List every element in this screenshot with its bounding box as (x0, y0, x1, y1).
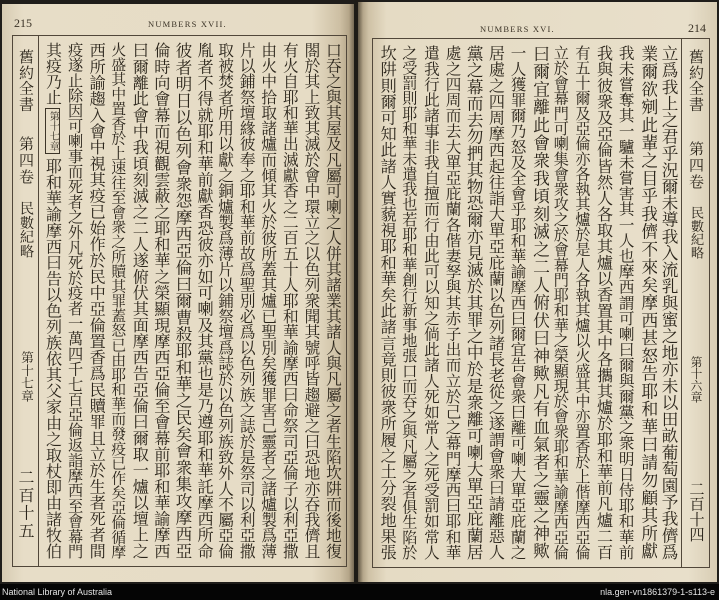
column-text: 我與彼衆及亞倫皆然人各取其爐以香置其中各攜其爐於耶和華前凡爐二百 (594, 45, 614, 560)
text-column (376, 39, 398, 567)
column-text: 黨之幕而去勿捫其物恐爾亦見滅於其罪之中於是衆離可喇大單亞庇蘭居 (464, 45, 484, 560)
column-text: 立於會幕門可喇集會衆攻之於會幕門耶和華之榮顯現於會衆耶和華諭摩西亞倫 (551, 45, 570, 560)
text-columns (40, 36, 346, 566)
column-text: 業爾欲剜此輩之目乎我儕不來矣摩西甚怒告耶和華曰請勿顧其所獻 (637, 45, 658, 560)
right-page (358, 2, 717, 582)
text-column (150, 36, 172, 566)
column-text: 處之四周而去大單亞庇蘭各偕妻孥與其赤子出而立於己之幕門摩西曰耶和華 (443, 45, 462, 560)
column-text: 疫遂止除因可喇事而死者之外凡死於疫者一萬四千七百亞倫返詣摩西至會幕門 (66, 42, 85, 559)
text-column (63, 36, 85, 566)
text-column (107, 36, 129, 566)
running-header: NUMBERS XVI. (480, 24, 555, 34)
text-column (657, 39, 679, 567)
text-column (614, 39, 636, 567)
column-text: 西所諭趨入會中視其疫已始作於民中亞倫置香爲民贖罪且立於生者死者間 (86, 42, 106, 559)
column-text: 一人獲罪爾乃怒及全會乎耶和華諭摩西曰爾宜告會衆曰離可喇大單亞庇蘭之 (508, 45, 527, 560)
column-text: 彼者明日以色列會衆怨摩西亞倫曰爾曹殺耶和華之民矣會衆集攻摩西亞 (172, 42, 192, 559)
column-text: 遣我行此諸事非我自擅而行由此可以知之倘此諸人死如常人之死受罰如常人 (421, 45, 440, 560)
text-column (236, 36, 258, 566)
column-text: 曰爾離此會中我頃刻滅之二人遂俯伏其面摩西告亞倫曰爾取一爐以壇上之 (129, 42, 149, 559)
text-column (193, 36, 215, 566)
running-header: NUMBERS XVII. (148, 19, 227, 29)
text-column (441, 39, 463, 567)
column-text: 其疫乃止 (43, 42, 63, 105)
page-number: 215 (14, 16, 32, 30)
margin-volume: 第四卷 (687, 141, 705, 190)
text-column (463, 39, 485, 567)
text-column (85, 36, 107, 566)
margin-column (681, 39, 709, 567)
text-column (279, 36, 301, 566)
margin-page-number: 二百十五 (16, 469, 35, 540)
text-column (322, 36, 344, 566)
text-column (528, 39, 550, 567)
text-column (592, 39, 614, 567)
column-text: 曰爾宜離此會衆我頃刻滅之二人俯伏曰神歟凡有血氣者之靈之神歟 (529, 45, 550, 560)
margin-column (13, 36, 39, 566)
column-text: 片以鋪祭壇緣彼奉之耶和華前故爲聖別必爲以色列族之誌於是祭司以利亞撒 (237, 42, 257, 559)
text-column (549, 39, 571, 567)
column-text: 取被焚者所用以獻之銅爐製爲薄片以鋪祭壇爲誌於以色列族致外人不屬亞倫 (216, 42, 236, 559)
text-column (128, 36, 150, 566)
text-frame (12, 35, 347, 567)
text-column (171, 36, 193, 566)
column-text: 之受罰則耶和華未遣我也若耶和華創行新事地張口而吞之與凡屬之者俱生陷於 (400, 45, 419, 560)
left-page (2, 4, 354, 582)
text-column (636, 39, 658, 567)
margin-book-name: 民數紀略 (688, 206, 703, 259)
column-text: 口吞之與其屋及凡屬可喇之人併其諸業其諸人與凡屬之者生陷坎阱而後地復 (324, 42, 343, 559)
text-column (258, 36, 280, 566)
text-column (506, 39, 528, 567)
text-columns (374, 39, 681, 567)
text-frame (372, 38, 710, 568)
column-text: 居處之四周摩西起往詣大單亞庇蘭以色列諸長老從之遂謂會衆曰請離惡人 (485, 45, 505, 560)
text-column (398, 39, 420, 567)
margin-page-number: 二百十四 (687, 481, 705, 542)
text-column (42, 36, 64, 566)
margin-volume: 第四卷 (17, 136, 35, 185)
column-text: 由火中拾取諸爐而傾其火於彼所蓋其爐已聖別矣獲罪害己靈者之諸爐製爲薄 (259, 42, 279, 559)
text-column (419, 39, 441, 567)
column-text: 胤者不得就耶和華前獻香恐彼亦如可喇及其黨也是乃遵耶和華託摩西所命 (194, 42, 214, 559)
text-column (484, 39, 506, 567)
page-number: 214 (688, 21, 706, 35)
column-text: 立爲我上之君乎況爾未導我入流乳與蜜之地亦未以田畝葡萄園予我儕爲 (659, 45, 678, 560)
chapter-marker-box: 第十七章 (45, 108, 60, 154)
column-text: 有火自耶和華出滅獻香之二百五十人耶和華諭摩西曰命祭司亞倫子以利亞撒 (280, 42, 300, 559)
footer-bar (0, 584, 719, 600)
record-identifier: nla.gen-vn1861379-1-s113-e (600, 587, 715, 597)
column-text: 坎阱則爾可知此諸人實藐視耶和華矣此諸言竟則彼衆所履之土分裂地果張 (377, 45, 397, 560)
column-text: 耶和華諭摩西曰告以色列族依其父家由之取杖即由諸牧伯 (43, 158, 63, 559)
margin-book-title: 舊約全書 (17, 49, 35, 112)
text-column (215, 36, 237, 566)
margin-chapter: 第十七章 (18, 351, 33, 402)
column-text: 閤於其上致其滅於會中環立之以色列衆聞其號呼皆趨避之曰恐地亦吞我儕且 (302, 42, 322, 559)
margin-book-name: 民數紀略 (18, 201, 34, 258)
library-credit: National Library of Australia (2, 587, 113, 597)
margin-book-title: 舊約全書 (687, 49, 705, 112)
text-column (301, 36, 323, 566)
column-text: 我未嘗奪其一驢未嘗害其一人也摩西謂可喇曰爾與爾黨之衆明日侍耶和華前 (616, 45, 635, 560)
text-column (571, 39, 593, 567)
margin-chapter: 第十六章 (689, 356, 703, 403)
column-text: 火盛其中置香於上速往至會衆之所贖其罪蓋怒已由耶和華而發疫已作矣亞倫循摩 (109, 42, 127, 559)
column-text: 有五十爾及亞倫亦各執其爐於是人各執其爐以火盛其中亦置香於上偕摩西亞倫 (573, 45, 592, 560)
column-text: 倫時向會幕而視觀雲蔽之耶和華之榮顯現摩西亞倫至會幕前耶和華諭摩西 (151, 42, 171, 559)
